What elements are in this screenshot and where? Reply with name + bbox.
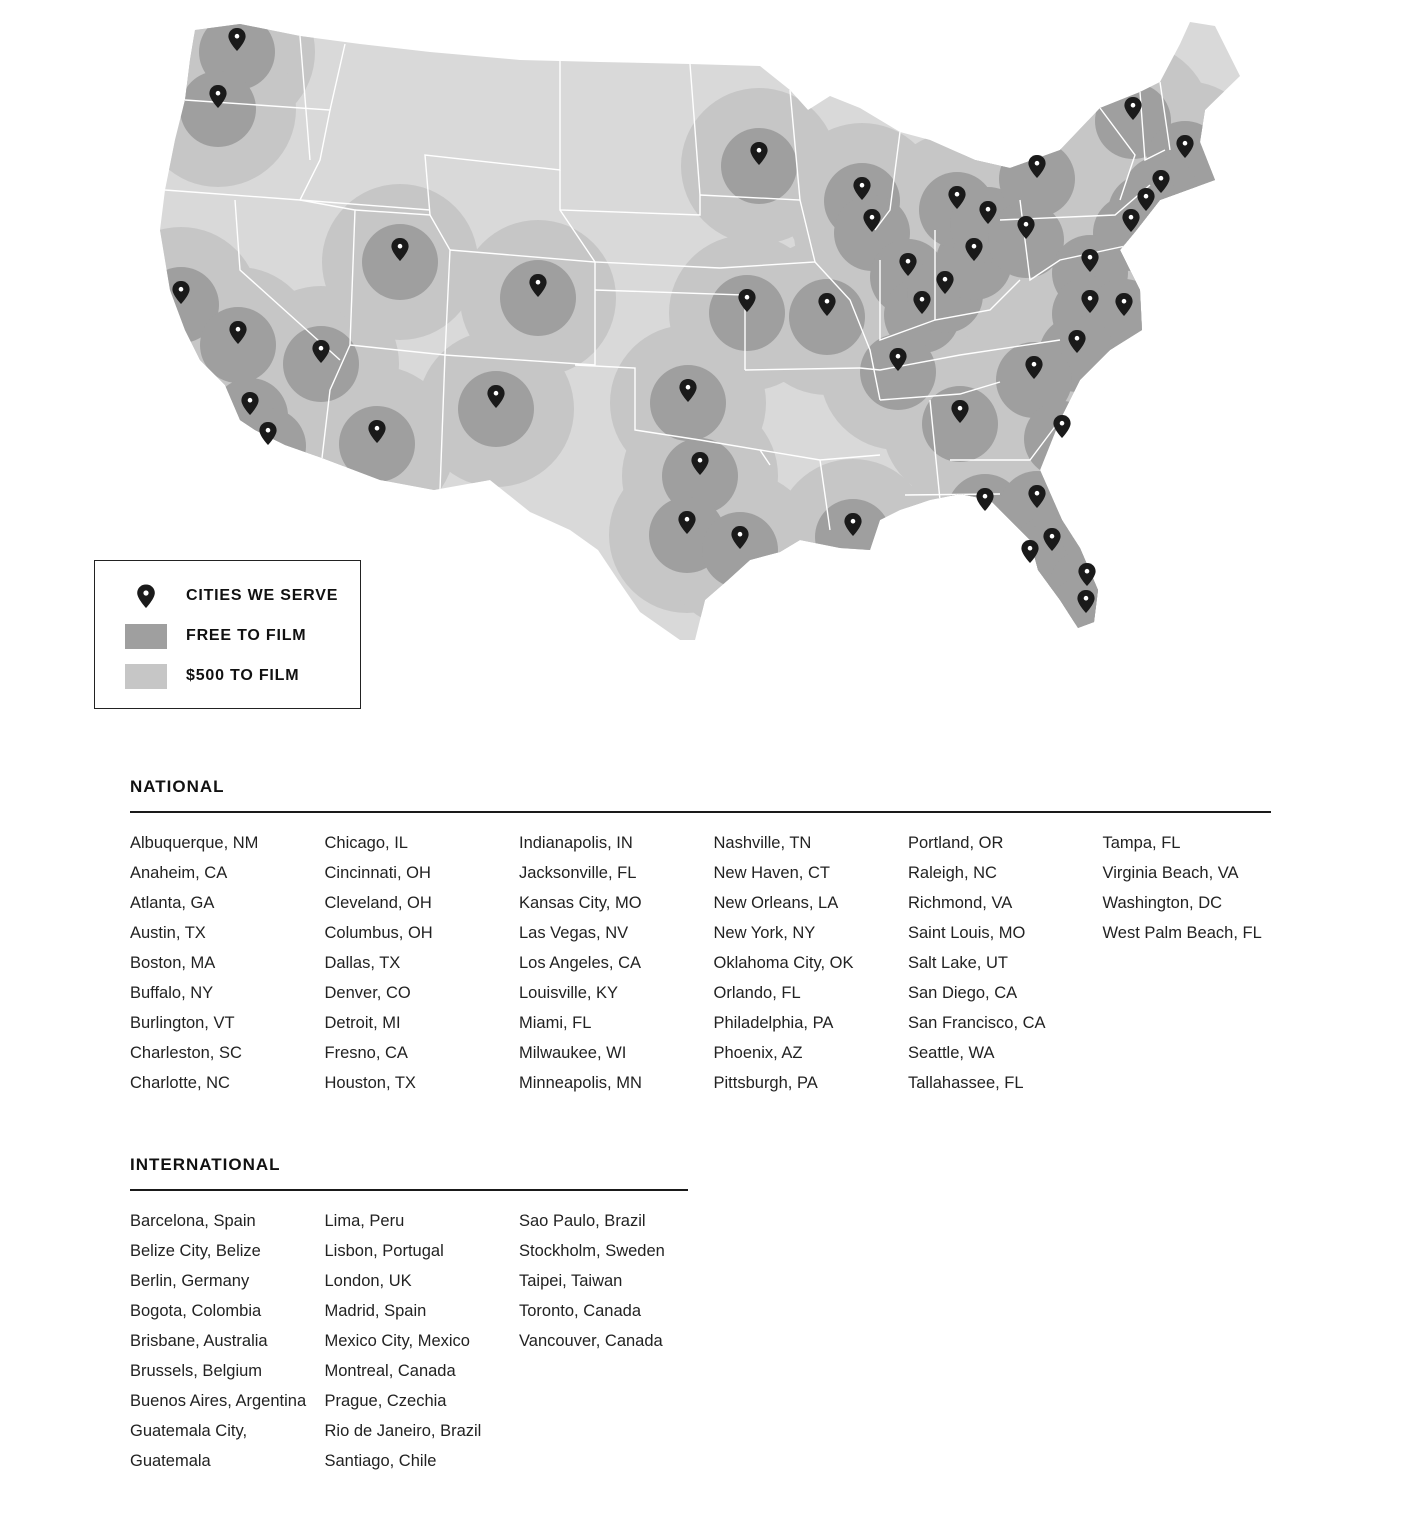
national-city-item: Milwaukee, WI [519,1044,627,1062]
legend-item-cities [95,583,360,609]
national-column [908,828,1098,1098]
free-zone-circle [721,128,797,204]
national-column [325,828,515,1098]
national-city-item: San Francisco, CA [908,1014,1046,1032]
national-city-item: Washington, DC [1102,894,1223,912]
national-city-item: Charlotte, NC [130,1074,230,1092]
legend-label-cities: CITIES WE SERVE [186,587,339,604]
national-section [130,777,1271,1098]
free-zone-circle [1024,401,1100,477]
national-city-item: Indianapolis, IN [519,834,633,852]
national-city-item: Detroit, MI [324,1014,401,1032]
free-zone-circle [500,260,576,336]
free-zone-circle [1048,576,1124,652]
national-city-item: Phoenix, AZ [713,1044,803,1062]
free-zone-circle [650,365,726,441]
international-city-item: Mexico City, Mexico [324,1332,470,1350]
international-column [519,1206,709,1356]
national-city-item: San Diego, CA [908,984,1018,1002]
international-city-item: Lisbon, Portugal [324,1242,444,1260]
national-column [519,828,709,1098]
international-column [325,1206,515,1476]
national-city-item: Austin, TX [130,924,206,942]
national-city-item: Chicago, IL [324,834,408,852]
national-city-item: New Orleans, LA [713,894,839,912]
international-city-item: Madrid, Spain [324,1302,427,1320]
free-zone-circle [789,279,865,355]
international-city-item: Brussels, Belgium [130,1362,263,1380]
national-city-item: New York, NY [713,924,816,942]
free-zone-circle [458,371,534,447]
national-column [714,828,904,1098]
national-city-list [130,828,1271,1098]
international-city-item: Taipei, Taiwan [519,1272,623,1290]
international-column [130,1206,320,1476]
national-city-item: Cleveland, OH [324,894,432,912]
international-city-item: Sao Paulo, Brazil [519,1212,646,1230]
free-zone-swatch [125,624,167,649]
international-city-item: Berlin, Germany [130,1272,250,1290]
national-city-item: Miami, FL [519,1014,592,1032]
free-zone-circle [702,512,778,588]
national-city-item: Nashville, TN [713,834,812,852]
legend-label-free: FREE TO FILM [186,627,307,644]
national-city-item: Orlando, FL [713,984,801,1002]
national-column [130,828,320,1098]
national-city-item: Fresno, CA [324,1044,408,1062]
free-zone-circle [283,326,359,402]
free-zone-circle [815,499,891,575]
national-city-item: Charleston, SC [130,1044,242,1062]
national-city-item: Boston, MA [130,954,216,972]
international-city-item: Vancouver, Canada [519,1332,663,1350]
legend-item-paid [95,663,360,689]
national-city-item: Saint Louis, MO [908,924,1026,942]
national-city-item: Buffalo, NY [130,984,214,1002]
national-city-item: Jacksonville, FL [519,864,637,882]
national-city-item: Albuquerque, NM [130,834,259,852]
free-zone-circle [362,224,438,300]
national-city-item: Las Vegas, NV [519,924,629,942]
free-zone-circle [709,275,785,351]
free-zone-circle [230,408,306,484]
national-column [1103,828,1293,948]
map-pin-icon [976,488,993,511]
international-city-item: Rio de Janeiro, Brazil [324,1422,482,1440]
national-city-item: Los Angeles, CA [519,954,641,972]
international-city-item: Toronto, Canada [519,1302,642,1320]
national-city-item: Seattle, WA [908,1044,995,1062]
international-city-item: Guatemala [130,1452,211,1470]
legend-label-paid: $500 TO FILM [186,667,300,684]
legend-item-free [95,623,360,649]
national-city-item: Louisville, KY [519,984,619,1002]
map-pin-icon [125,583,167,609]
free-zone-circle [999,141,1075,217]
national-city-item: Philadelphia, PA [713,1014,834,1032]
national-city-item: Salt Lake, UT [908,954,1008,972]
free-zone-circle [922,386,998,462]
international-city-item: Buenos Aires, Argentina [130,1392,307,1410]
international-city-item: Belize City, Belize [130,1242,261,1260]
map-pin-icon [1053,415,1070,438]
international-city-item: Montreal, Canada [324,1362,456,1380]
national-city-item: Pittsburgh, PA [713,1074,818,1092]
national-city-item: Tampa, FL [1102,834,1181,852]
free-zone-circle [339,406,415,482]
international-city-list [130,1206,688,1476]
national-city-item: Burlington, VT [130,1014,235,1032]
paid-zone-swatch [125,664,167,689]
map-pin-icon [259,422,276,445]
international-divider [130,1189,688,1191]
free-zone-circle [180,71,256,147]
international-city-item: Prague, Czechia [324,1392,447,1410]
national-city-item: Columbus, OH [324,924,433,942]
international-city-item: Guatemala City, [130,1422,248,1440]
free-zone-circle [200,307,276,383]
national-city-item: Oklahoma City, OK [713,954,854,972]
national-city-item: New Haven, CT [713,864,830,882]
national-title: NATIONAL [130,777,225,796]
national-city-item: Portland, OR [908,834,1004,852]
international-title: INTERNATIONAL [130,1155,281,1174]
international-city-item: Brisbane, Australia [130,1332,268,1350]
international-section [130,1155,688,1476]
national-city-item: Anaheim, CA [130,864,228,882]
national-city-item: Cincinnati, OH [324,864,431,882]
national-city-item: Raleigh, NC [908,864,997,882]
national-city-item: Denver, CO [324,984,411,1002]
national-city-item: Houston, TX [324,1074,416,1092]
national-city-item: Virginia Beach, VA [1102,864,1239,882]
national-city-item: Kansas City, MO [519,894,642,912]
national-city-item: Atlanta, GA [130,894,215,912]
international-city-item: Barcelona, Spain [130,1212,256,1230]
international-city-item: Santiago, Chile [324,1452,437,1470]
international-city-item: London, UK [324,1272,412,1290]
national-city-item: Dallas, TX [324,954,401,972]
national-divider [130,811,1271,813]
national-city-item: West Palm Beach, FL [1102,924,1262,942]
map-legend [94,560,361,709]
international-city-item: Lima, Peru [324,1212,405,1230]
national-city-item: Richmond, VA [908,894,1013,912]
international-city-item: Bogota, Colombia [130,1302,262,1320]
national-city-item: Minneapolis, MN [519,1074,642,1092]
national-city-item: Tallahassee, FL [908,1074,1024,1092]
international-city-item: Stockholm, Sweden [519,1242,665,1260]
